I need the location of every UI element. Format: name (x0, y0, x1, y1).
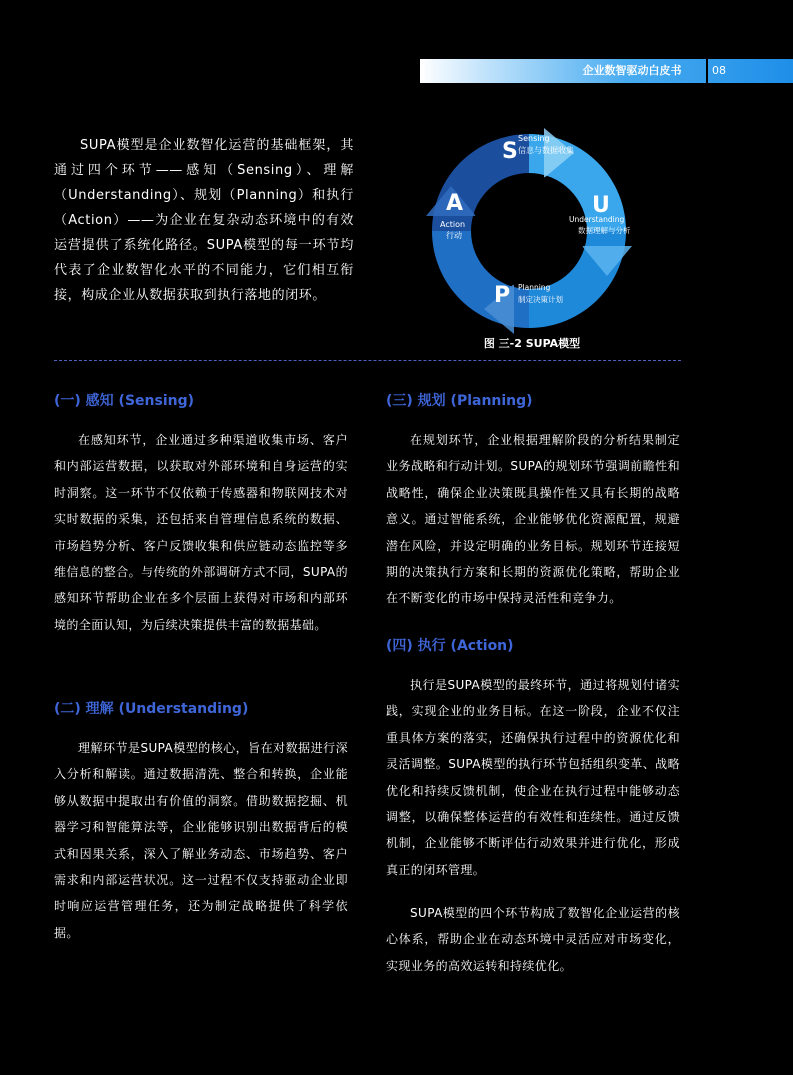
page-number: 08 (712, 64, 726, 77)
planning-desc: 制定决策计划 (518, 295, 563, 304)
planning-letter: P (494, 283, 511, 308)
body-sensing: 在感知环节，企业通过多种渠道收集市场、客户和内部运营数据，以获取对外部环境和自身运营的实时洞察。这一环节不仅依赖于传感器和物联网技术对实时数据的采集，还包括来自管理信息系统的数据、市场趋势分析、客户反馈收集和供应链动态监控等多维信息的整合。与传统的外部调研方式不同，SUPA的感知环节帮助企业在多个层面上获得对市场和内部环境的全面认知，为后续决策提供丰富的数据基础。 (54, 433, 348, 632)
understanding-name: Understanding (569, 215, 625, 224)
action-name: Action (440, 220, 466, 229)
body-understanding: 理解环节是SUPA模型的核心，旨在对数据进行深入分析和解读。通过数据清洗、整合和转换，企业能够从数据中提取出有价值的洞察。借助数据挖掘、机器学习和智能算法等，企业能够识别出数据背后的模式和因果关系，深入了解业务动态、市场趋势、客户需求和内部运营状况。这一过程不仅支持驱动企业即时响应运营管理任务，还为制定战略提供了科学依据。 (54, 741, 348, 940)
heading-action: (四) 执行 (Action) (386, 638, 514, 654)
understanding-desc: 数据理解与分析 (578, 226, 631, 235)
header-separator (706, 59, 708, 83)
section-divider (54, 360, 681, 361)
body-planning: 在规划环节，企业根据理解阶段的分析结果制定业务战略和行动计划。SUPA的规划环节强调前瞻性和战略性，确保企业决策既具操作性又具有长期的战略意义。通过智能系统，企业能够优化资源配置，规避潜在风险，并设定明确的业务目标。规划环节连接短期的决策执行方案和长期的资源优化策略，帮助企业在不断变化的市场中保持灵活性和竞争力。 (386, 433, 680, 606)
intro-paragraph: SUPA模型是企业数智化运营的基础框架，其通过四个环节——感知（Sensing）、理解（Understanding）、规划（Planning）和执行（Action）——为企业在复杂动态环境中的有效运营提供了系统化路径。SUPA模型的每一环节均代表了企业数智化水平的不同能力，它们相互衔接，构成企业从数据获取到执行落地的闭环。 (54, 138, 354, 303)
action-letter: A (446, 191, 464, 216)
figure-caption: 图 三-2 SUPA模型 (483, 337, 581, 350)
sensing-desc: 信息与数据收集 (518, 146, 574, 155)
body-summary: SUPA模型的四个环节构成了数智化企业运营的核心体系，帮助企业在动态环境中灵活应对市场变化，实现业务的高效运转和持续优化。 (386, 906, 680, 973)
header-title: 企业数智驱动白皮书 (582, 64, 682, 77)
sensing-name: Sensing (518, 134, 550, 143)
supa-cycle-diagram (424, 126, 634, 336)
planning-name: Planning (518, 283, 551, 292)
heading-understanding: (二) 理解 (Understanding) (54, 701, 249, 717)
sensing-letter: S (502, 139, 518, 164)
heading-planning: (三) 规划 (Planning) (386, 393, 533, 409)
action-desc: 行动 (446, 231, 462, 240)
understanding-letter: U (592, 193, 610, 218)
body-action: 执行是SUPA模型的最终环节，通过将规划付诸实践，实现企业的业务目标。在这一阶段，企业不仅注重具体方案的落实，还确保执行过程中的资源优化和灵活调整。SUPA模型的执行环节包括组织变革、战略优化和持续反馈机制，使企业在执行过程中能够动态调整，以确保整体运营的有效性和连续性。通过反馈机制，企业能够不断评估行动效果并进行优化，形成真正的闭环管理。 (386, 678, 680, 877)
heading-sensing: (一) 感知 (Sensing) (54, 393, 195, 409)
